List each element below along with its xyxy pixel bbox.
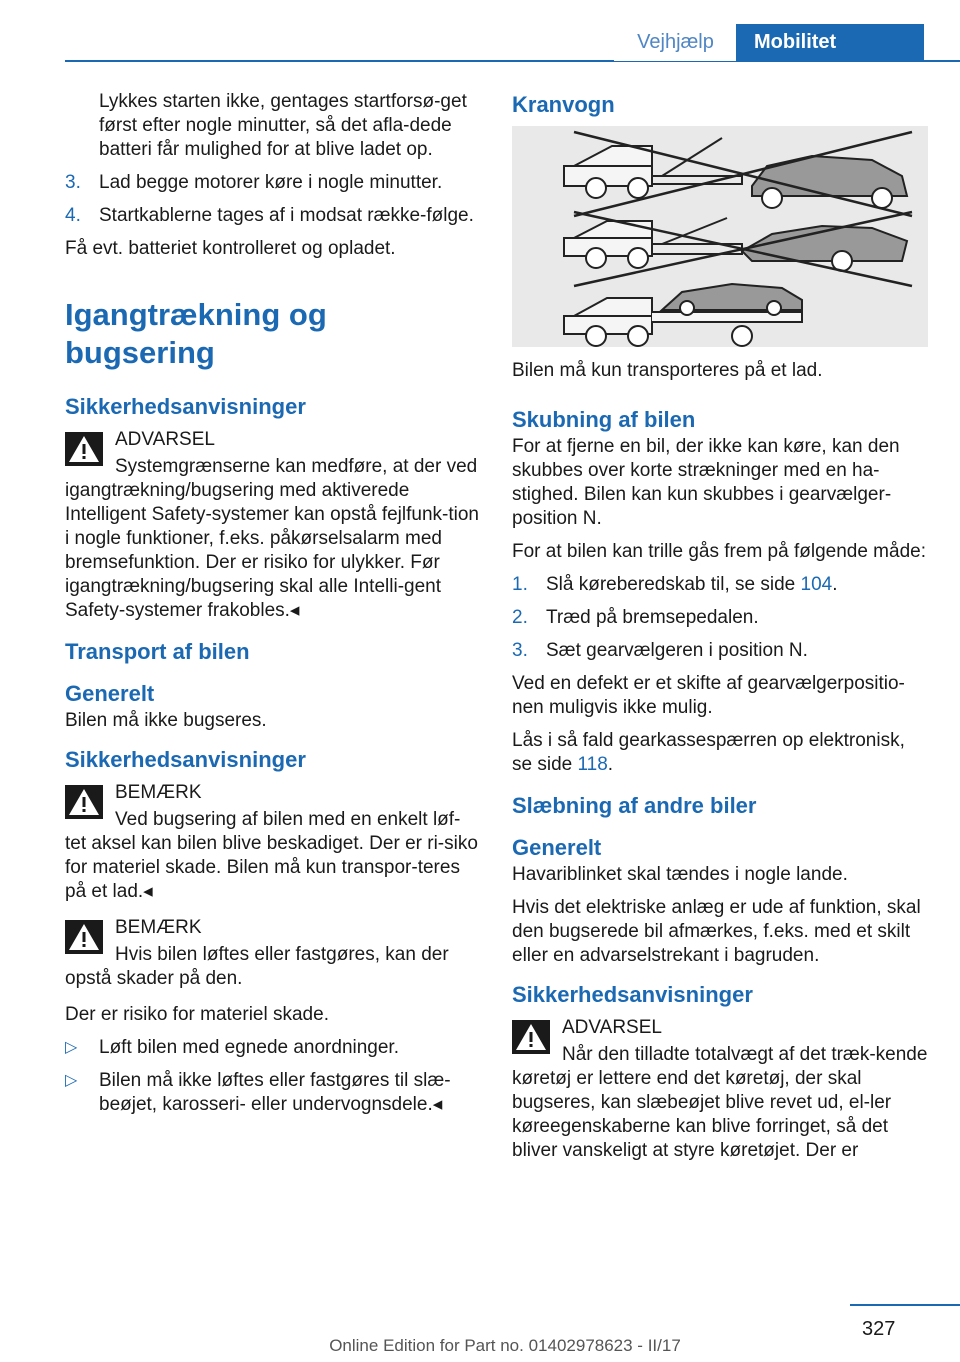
- list-item: [65, 1036, 480, 1060]
- heading-tow-others: Slæbning af andre biler: [512, 793, 757, 818]
- heading-safety: Sikkerhedsanvisninger: [65, 747, 306, 772]
- no-tow-paragraph: Bilen må ikke bugseres.: [65, 710, 267, 731]
- footer-rule: [850, 1304, 960, 1306]
- right-column: [512, 90, 928, 1175]
- tow-truck-drawing: [512, 126, 928, 347]
- figure-caption: Bilen må kun transporteres på et lad.: [512, 360, 823, 381]
- tow-truck-illustration: [512, 126, 928, 347]
- unlock-tail: .: [607, 754, 614, 775]
- step-tail: .: [832, 574, 838, 595]
- page-link-118[interactable]: 118: [577, 754, 608, 775]
- warning-triangle-icon: [65, 920, 103, 954]
- list-item: [65, 171, 480, 195]
- footer-edition: [0, 1336, 960, 1356]
- left-column: [65, 90, 480, 1126]
- warning-triangle-icon: [512, 1020, 550, 1054]
- tab-vejhjaelp[interactable]: Vejhjælp: [614, 24, 737, 61]
- heading-safety: Sikkerhedsanvisninger: [65, 394, 306, 419]
- list-item: [512, 606, 928, 630]
- step-number: 2.: [512, 607, 528, 628]
- list-item: [512, 573, 928, 597]
- note-text: Ved bugsering af bilen med en enkelt løf‐tet aksel kan bilen blive beskadiget. Der er ri‐siko for materiel skade. Bilen må kun transpor‐teres på et lad.◂: [65, 809, 478, 902]
- note-block: [65, 781, 480, 904]
- heading-kranvogn: Kranvogn: [512, 92, 615, 117]
- bullet-icon: ▷: [65, 1039, 78, 1056]
- bullet-text: Løft bilen med egnede anordninger.: [99, 1037, 399, 1058]
- step-number: 1.: [512, 574, 528, 595]
- step-number: 4.: [65, 205, 81, 226]
- warning-block: [512, 1016, 928, 1163]
- note-label: BEMÆRK: [115, 917, 202, 938]
- note-text: Hvis bilen løftes eller fastgøres, kan der opstå skader på den.: [65, 944, 449, 989]
- warning-text: Systemgrænserne kan medføre, at der ved igangtrækning/bugsering med aktiverede Intelligent Safety-systemer kan opstå fejlfunk‐tion i nogle funktioner, f.eks. påkørselsalarm med bremsefunktion. Der er risiko for ulykker. Før igangtrækning/bugsering skal alle Intelli‐gent Safety-systemer frakobles.◂: [65, 456, 479, 621]
- warning-triangle-icon: [65, 432, 103, 466]
- bullet-text: Bilen må ikke løftes eller fastgøres til slæ‐beøjet, karosseri- eller undervognsdele.◂: [99, 1070, 451, 1115]
- heading-safety: Sikkerhedsanvisninger: [512, 982, 753, 1007]
- warning-label: ADVARSEL: [562, 1017, 662, 1038]
- hazard-paragraph: Havariblinket skal tændes i nogle lande.: [512, 864, 848, 885]
- warning-text: Når den tilladte totalvægt af det træk‐kende køretøj er lettere end det køretøj, der skal bugseres, kan slæbeøjet blive revet ud, el‐ler køreegenskaberne kan blive forringet, så det bliver vanskeligt at styre køretøjet. Der er: [512, 1044, 928, 1161]
- note-label: BEMÆRK: [115, 782, 202, 803]
- section-title-towing: Igangtrækning og bugsering: [65, 297, 327, 370]
- step-text: Slå køreberedskab til, se side: [546, 574, 801, 595]
- step-number: 3.: [65, 172, 81, 193]
- unlock-paragraph: [512, 729, 928, 777]
- defect-paragraph: Ved en defekt er et skifte af gearvælgerpositio‐nen muligvis ikke mulig.: [512, 673, 905, 718]
- push-paragraph: For at fjerne en bil, der ikke kan køre, kan den skubbes over korte strækninger med en ha‐stighed. Bilen kan kun skubbes i gearvælger-position N.: [512, 436, 900, 529]
- heading-general: Generelt: [512, 835, 602, 860]
- edition-text: Online Edition for Part no. 01402978623 - II/17: [329, 1336, 681, 1355]
- push-paragraph: For at bilen kan trille gås frem på følgende måde:: [512, 541, 926, 562]
- list-item: [65, 204, 480, 228]
- warning-block: [65, 428, 480, 623]
- note-block: [65, 916, 480, 991]
- step-text: Sæt gearvælgeren i position N.: [546, 640, 808, 661]
- page-link-104[interactable]: 104: [800, 574, 833, 595]
- page-number: 327: [862, 1318, 896, 1340]
- tab-mobilitet[interactable]: Mobilitet: [736, 24, 924, 61]
- unlock-text: Lås i så fald gearkassespærren op elektronisk, se side: [512, 730, 905, 775]
- list-item: [65, 1069, 480, 1117]
- bullet-icon: ▷: [65, 1072, 78, 1089]
- warning-triangle-icon: [65, 785, 103, 819]
- heading-push: Skubning af bilen: [512, 407, 696, 432]
- risk-paragraph: Der er risiko for materiel skade.: [65, 1004, 329, 1025]
- step-text: Lad begge motorer køre i nogle minutter.: [99, 172, 443, 193]
- step-text: Træd på bremsepedalen.: [546, 607, 759, 628]
- list-item: [512, 639, 928, 663]
- warning-label: ADVARSEL: [115, 429, 215, 450]
- heading-transport: Transport af bilen: [65, 639, 250, 664]
- intro-paragraph: Lykkes starten ikke, gentages startforsø‐get først efter nogle minutter, så det afla‐dede batteri får mulighed for at blive ladet op.: [99, 91, 467, 160]
- electric-paragraph: Hvis det elektriske anlæg er ude af funktion, skal den bugserede bil afmærkes, f.eks. med et skilt eller en advarselstrekant i bagruden.: [512, 897, 921, 966]
- battery-paragraph: Få evt. batteriet kontrolleret og opladet.: [65, 238, 396, 259]
- heading-general: Generelt: [65, 681, 155, 706]
- step-number: 3.: [512, 640, 528, 661]
- step-text: Startkablerne tages af i modsat række‐følge.: [99, 205, 474, 226]
